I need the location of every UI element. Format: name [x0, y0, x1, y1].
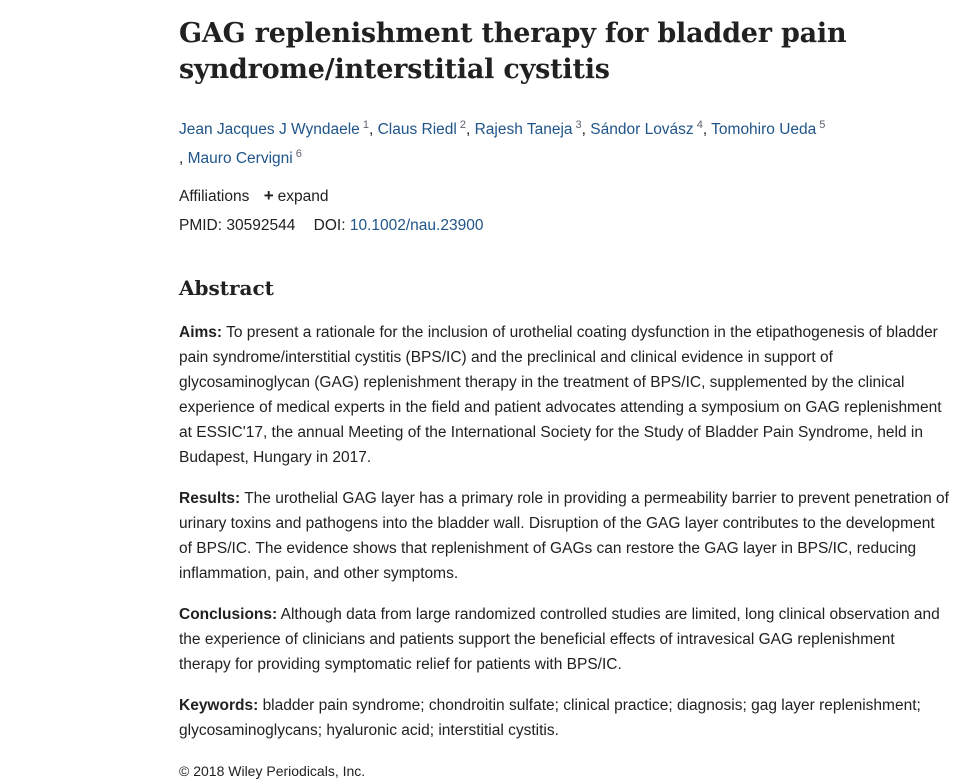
keywords-label: Keywords:: [179, 697, 259, 714]
abstract-heading: Abstract: [179, 276, 274, 300]
conclusions-label: Conclusions:: [179, 606, 278, 623]
doi-label: DOI:: [313, 217, 346, 234]
author-item: [711, 121, 825, 138]
affiliations-label: Affiliations: [179, 188, 250, 205]
doi-link[interactable]: 10.1002/nau.23900: [349, 217, 484, 234]
affiliation-ref[interactable]: 3: [575, 119, 582, 131]
author-item: Rajesh Taneja $^3$,: [474, 119, 591, 138]
author-item: Jean Jacques J Wyndaele $^1$,: [179, 119, 378, 138]
results-text: The urothelial GAG layer has a primary role in providing a permeability barrier to prevent penetration of urinary toxins and pathogens into the bladder wall. Disruption of the GAG layer contributes to the development of BPS/IC. The evidence shows that replenishment of GAGs can restore the GAG layer in BPS/IC, reducing inflammation, pain, and other symptoms.: [179, 490, 949, 582]
author-link[interactable]: Mauro Cervigni: [187, 150, 293, 167]
results-label: Results:: [179, 490, 241, 507]
abstract-conclusions: [179, 602, 949, 677]
abstract-results: [179, 486, 949, 586]
author-list: [179, 113, 949, 171]
abstract-keywords: [179, 693, 949, 743]
author-link[interactable]: Jean Jacques J Wyndaele: [179, 121, 360, 138]
affiliation-ref[interactable]: 6: [295, 148, 302, 160]
affiliations-row: [179, 184, 949, 209]
copyright-notice: © 2018 Wiley Periodicals, Inc.: [179, 763, 366, 779]
author-link[interactable]: Sándor Lovász: [590, 121, 694, 138]
article-title: GAG replenishment therapy for bladder pain syndrome/interstitial cystitis: [179, 18, 847, 85]
pmid-value: 30592544: [226, 217, 296, 234]
author-link[interactable]: Tomohiro Ueda: [711, 121, 817, 138]
author-link[interactable]: Rajesh Taneja: [474, 121, 573, 138]
conclusions-text: Although data from large randomized controlled studies are limited, long clinical observation and the experience of clinicians and patients support the beneficial effects of intravesical GAG replenishment therapy for providing symptomatic relief for patients with BPS/IC.: [179, 606, 940, 673]
affiliation-ref[interactable]: 4: [696, 119, 703, 131]
identifiers-row: [179, 214, 949, 238]
expand-label: expand: [277, 188, 329, 205]
author-link[interactable]: Claus Riedl: [377, 121, 457, 138]
expand-affiliations-button[interactable]: [264, 188, 329, 205]
author-item: Claus Riedl $^2$,: [377, 119, 475, 138]
aims-label: Aims:: [179, 324, 223, 341]
affiliation-ref[interactable]: 2: [459, 119, 466, 131]
abstract-aims: [179, 320, 949, 470]
keywords-text: bladder pain syndrome; chondroitin sulfate; clinical practice; diagnosis; gag layer replenishment; glycosaminoglycans; hyaluronic acid; interstitial cystitis.: [179, 697, 921, 739]
pmid-label: PMID:: [179, 217, 223, 234]
plus-icon: +: [263, 186, 274, 205]
affiliation-ref[interactable]: 1: [362, 119, 369, 131]
affiliation-ref[interactable]: 5: [819, 119, 826, 131]
author-item: Sándor Lovász $^4$,: [590, 119, 712, 138]
author-item: , Mauro Cervigni $^6$: [179, 148, 302, 167]
aims-text: To present a rationale for the inclusion of urothelial coating dysfunction in the etipathogenesis of bladder pain syndrome/interstitial cystitis (BPS/IC) and the preclinical and clinical evidence in support of glycosaminoglycan (GAG) replenishment therapy in the treatment of BPS/IC, supplemented by the clinical experience of medical experts in the field and patient advocates attending a symposium on GAG replenishment at ESSIC'17, the annual Meeting of the International Society for the Study of Bladder Pain Syndrome, held in Budapest, Hungary in 2017.: [179, 324, 942, 466]
article-page: [179, 0, 949, 781]
